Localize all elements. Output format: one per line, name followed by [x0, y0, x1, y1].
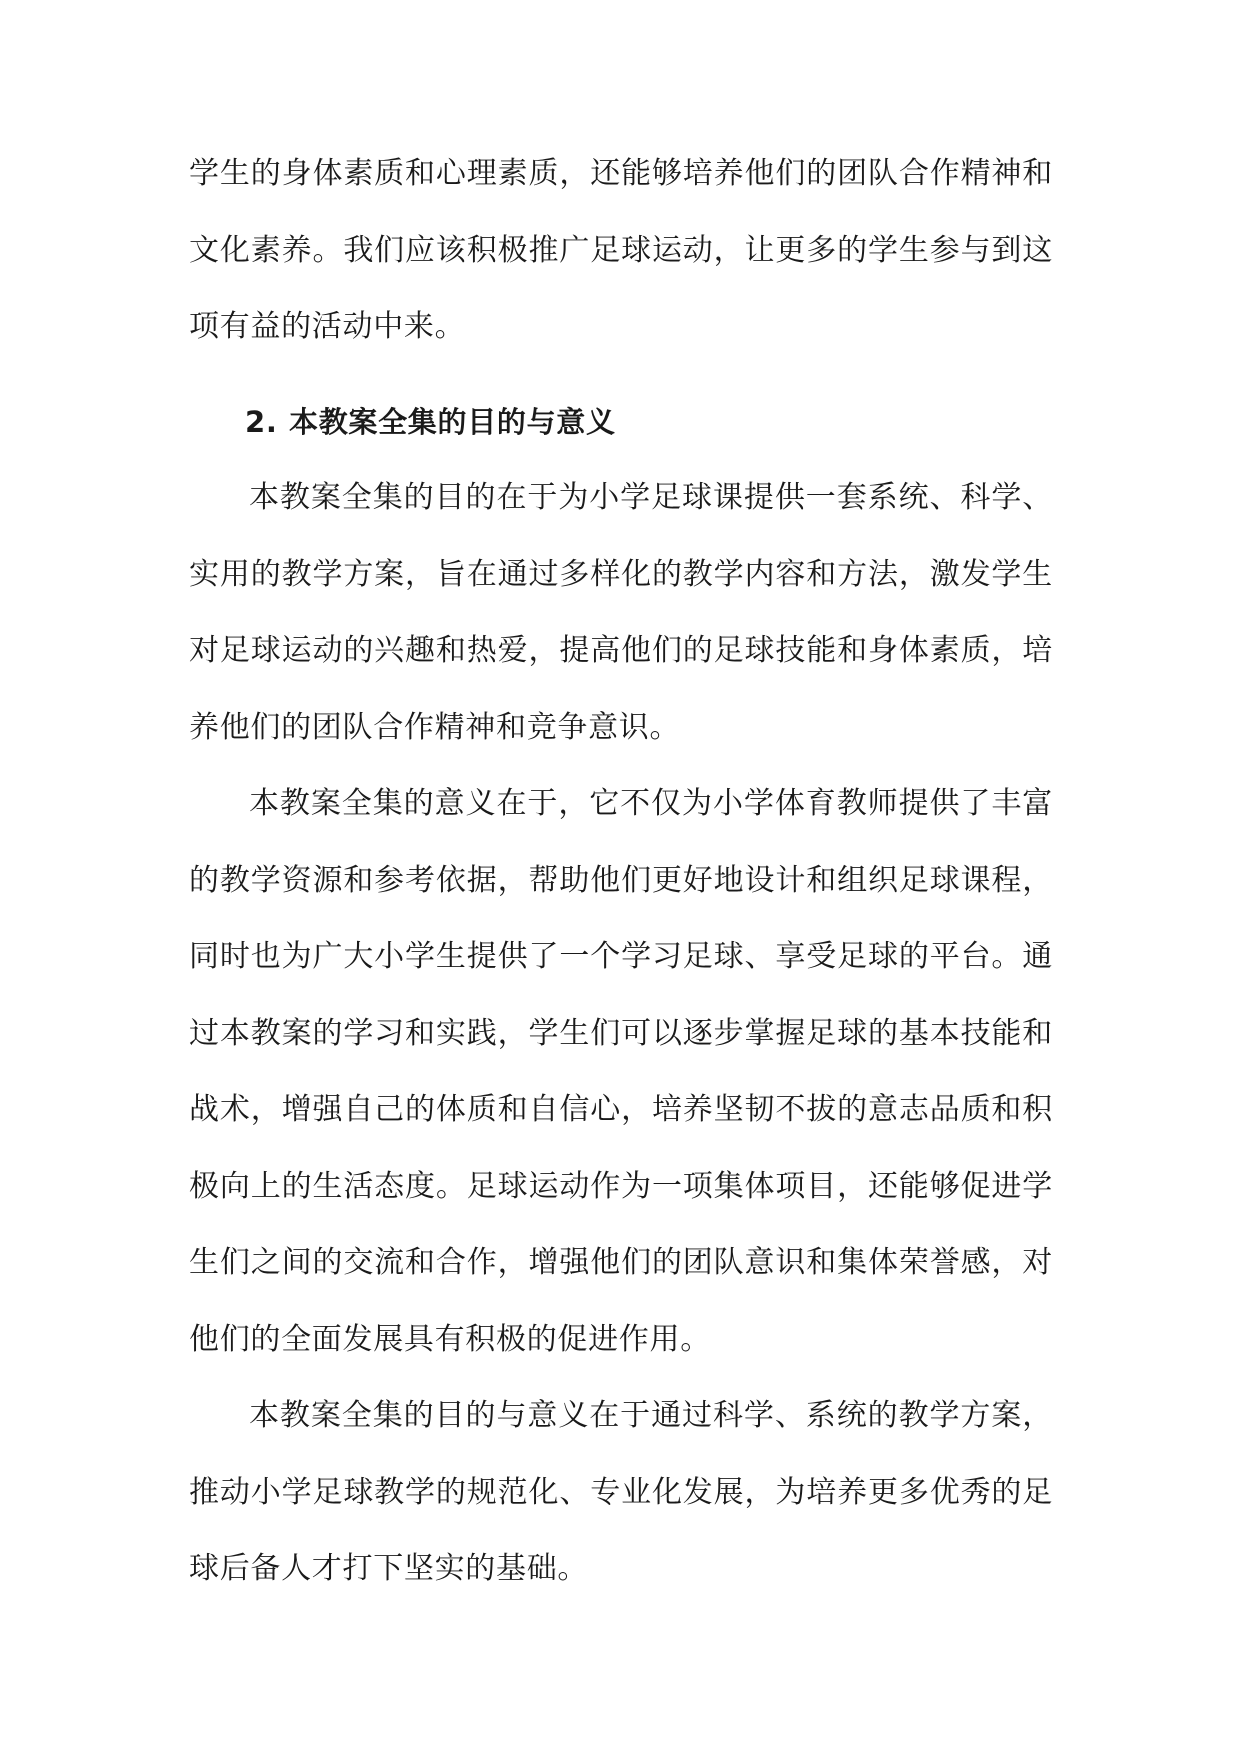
section-title: 本教案全集的目的与意义: [289, 404, 616, 439]
body-paragraph-summary: 本教案全集的目的与意义在于通过科学、系统的教学方案，推动小学足球教学的规范化、专业化发展，为培养更多优秀的足球后备人才打下坚实的基础。: [189, 1398, 1053, 1586]
section-number: 2.: [245, 404, 278, 439]
section-heading: [189, 384, 1053, 461]
body-paragraph-purpose: 本教案全集的目的在于为小学足球课提供一套系统、科学、实用的教学方案，旨在通过多样化的教学内容和方法，激发学生对足球运动的兴趣和热爱，提高他们的足球技能和身体素质，培养他们的团队合作精神和竞争意识。: [189, 480, 1053, 745]
body-paragraph-significance: 本教案全集的意义在于，它不仅为小学体育教师提供了丰富的教学资源和参考依据，帮助他们更好地设计和组织足球课程，同时也为广大小学生提供了一个学习足球、享受足球的平台。通过本教案的学习和实践，学生们可以逐步掌握足球的基本技能和战术，增强自己的体质和自信心，培养坚韧不拔的意志品质和积极向上的生活态度。足球运动作为一项集体项目，还能够促进学生们之间的交流和合作，增强他们的团队意识和集体荣誉感，对他们的全面发展具有积极的促进作用。: [189, 786, 1053, 1357]
body-paragraph-continued: 学生的身体素质和心理素质，还能够培养他们的团队合作精神和文化素养。我们应该积极推广足球运动，让更多的学生参与到这项有益的活动中来。: [189, 156, 1053, 344]
document-body: [189, 136, 1053, 1608]
